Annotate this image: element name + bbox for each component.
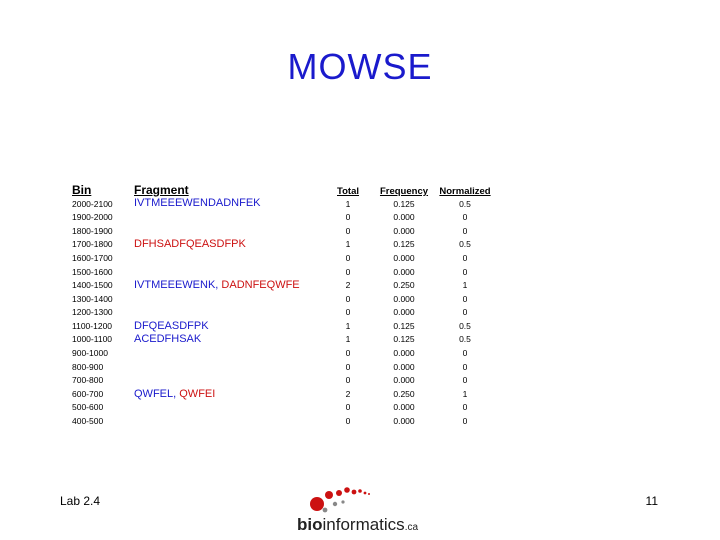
fragment-cell (134, 415, 318, 429)
fragment-blue-text: IVTMEEEWENK (134, 278, 216, 291)
logo-ca-text: .ca (404, 522, 419, 533)
bin-cell: 900-1000 (72, 348, 108, 359)
bin-cell: 700-800 (72, 375, 104, 386)
total-cell: 0 (345, 252, 351, 263)
normalized-cell: 0 (462, 361, 468, 372)
table-row (72, 415, 500, 429)
footer-lab-label: Lab 2.4 (60, 494, 101, 508)
total-cell: 0 (345, 375, 351, 386)
table-row (72, 401, 500, 415)
bin-cell: 600-700 (72, 388, 104, 399)
fragment-cell (134, 265, 318, 279)
table-row (72, 347, 500, 361)
normalized-cell: 0 (462, 416, 468, 427)
bin-cell: 400-500 (72, 416, 104, 427)
frequency-cell: 0.250 (393, 388, 415, 399)
total-cell: 0 (345, 402, 351, 413)
total-cell: 0 (345, 416, 351, 427)
bin-cell: 500-600 (72, 402, 104, 413)
table-row (72, 387, 500, 401)
bin-cell: 2000-2100 (72, 198, 113, 209)
frequency-cell: 0.000 (393, 416, 415, 427)
bin-cell: 1300-1400 (72, 293, 113, 304)
page-number: 11 (645, 494, 658, 508)
table-header-row (72, 180, 500, 197)
fragment-blue-text: IVTMEEEWENDADNFEK (134, 197, 261, 210)
bin-cell: 1900-2000 (72, 212, 113, 223)
normalized-cell: 0 (462, 348, 468, 359)
normalized-cell: 0 (462, 375, 468, 386)
fragment-cell (134, 238, 318, 252)
normalized-cell: 0 (462, 252, 468, 263)
normalized-cell: 0 (462, 266, 468, 277)
table-row (72, 333, 500, 347)
bin-cell: 1700-1800 (72, 239, 113, 250)
molecule-dots-icon (295, 484, 385, 518)
table-body (72, 197, 500, 428)
normalized-cell: 1 (462, 280, 468, 291)
logo-bio-text: bio (297, 515, 323, 534)
table-row (72, 224, 500, 238)
table-row (72, 360, 500, 374)
fragment-separator: , (173, 387, 180, 400)
total-cell: 0 (345, 307, 351, 318)
fragment-cell (134, 360, 318, 374)
normalized-cell: 0.5 (459, 198, 471, 209)
mowse-table (72, 180, 500, 428)
normalized-cell: 1 (462, 388, 468, 399)
frequency-cell: 0.000 (393, 252, 415, 263)
header-total: Total (337, 186, 359, 197)
fragment-cell (134, 197, 318, 211)
frequency-cell: 0.000 (393, 225, 415, 236)
header-normalized: Normalized (439, 186, 491, 197)
frequency-cell: 0.125 (393, 198, 415, 209)
total-cell: 2 (345, 280, 351, 291)
total-cell: 1 (345, 334, 351, 345)
normalized-cell: 0.5 (459, 320, 471, 331)
fragment-cell (134, 279, 318, 293)
logo-wordmark (297, 515, 418, 535)
frequency-cell: 0.000 (393, 307, 415, 318)
fragment-cell (134, 292, 318, 306)
total-cell: 0 (345, 225, 351, 236)
fragment-cell (134, 333, 318, 347)
header-frequency: Frequency (379, 186, 429, 197)
frequency-cell: 0.250 (393, 280, 415, 291)
bin-cell: 1800-1900 (72, 225, 113, 236)
total-cell: 1 (345, 239, 351, 250)
frequency-cell: 0.125 (393, 334, 415, 345)
fragment-cell (134, 211, 318, 225)
table-row (72, 319, 500, 333)
fragment-cell (134, 347, 318, 361)
fragment-blue-text: DFQEASDFPK (134, 319, 209, 332)
frequency-cell: 0.000 (393, 361, 415, 372)
table-row (72, 374, 500, 388)
total-cell: 1 (345, 320, 351, 331)
total-cell: 0 (345, 293, 351, 304)
bioinformatics-logo (295, 484, 425, 536)
table-row (72, 292, 500, 306)
total-cell: 1 (345, 198, 351, 209)
frequency-cell: 0.000 (393, 266, 415, 277)
frequency-cell: 0.000 (393, 348, 415, 359)
table-row (72, 251, 500, 265)
fragment-blue-text: QWFEL (134, 387, 174, 400)
bin-cell: 1000-1100 (72, 334, 113, 345)
frequency-cell: 0.000 (393, 375, 415, 386)
table-row (72, 306, 500, 320)
fragment-cell (134, 401, 318, 415)
frequency-cell: 0.000 (393, 212, 415, 223)
total-cell: 0 (345, 361, 351, 372)
fragment-cell (134, 374, 318, 388)
bin-cell: 1400-1500 (72, 280, 113, 291)
fragment-red-text: DADNFEQWFE (221, 278, 300, 291)
normalized-cell: 0 (462, 212, 468, 223)
total-cell: 0 (345, 348, 351, 359)
bin-cell: 1500-1600 (72, 266, 113, 277)
fragment-red-text: DFHSADFQEASDFPK (134, 238, 246, 251)
fragment-cell (134, 319, 318, 333)
normalized-cell: 0.5 (459, 334, 471, 345)
bin-cell: 1100-1200 (72, 320, 113, 331)
frequency-cell: 0.125 (393, 320, 415, 331)
slide-title: MOWSE (287, 46, 433, 87)
fragment-blue-text: ACEDFHSAK (134, 333, 202, 346)
logo-informatics-text: informatics (322, 515, 405, 534)
frequency-cell: 0.125 (393, 239, 415, 250)
table-row (72, 265, 500, 279)
total-cell: 2 (345, 388, 351, 399)
normalized-cell: 0 (462, 225, 468, 236)
normalized-cell: 0 (462, 307, 468, 318)
fragment-cell (134, 251, 318, 265)
total-cell: 0 (345, 266, 351, 277)
table-row (72, 279, 500, 293)
table-row (72, 197, 500, 211)
frequency-cell: 0.000 (393, 402, 415, 413)
table-row (72, 211, 500, 225)
bin-cell: 1200-1300 (72, 307, 113, 318)
header-fragment: Fragment (134, 183, 189, 197)
total-cell: 0 (345, 212, 351, 223)
frequency-cell: 0.000 (393, 293, 415, 304)
normalized-cell: 0 (462, 293, 468, 304)
fragment-cell (134, 306, 318, 320)
table-row (72, 238, 500, 252)
fragment-separator: , (215, 278, 222, 291)
bin-cell: 800-900 (72, 361, 104, 372)
bin-cell: 1600-1700 (72, 252, 113, 263)
fragment-cell (134, 224, 318, 238)
fragment-cell (134, 387, 318, 401)
header-bin: Bin (72, 183, 92, 197)
fragment-red-text: QWFEI (179, 387, 216, 400)
normalized-cell: 0 (462, 402, 468, 413)
normalized-cell: 0.5 (459, 239, 471, 250)
